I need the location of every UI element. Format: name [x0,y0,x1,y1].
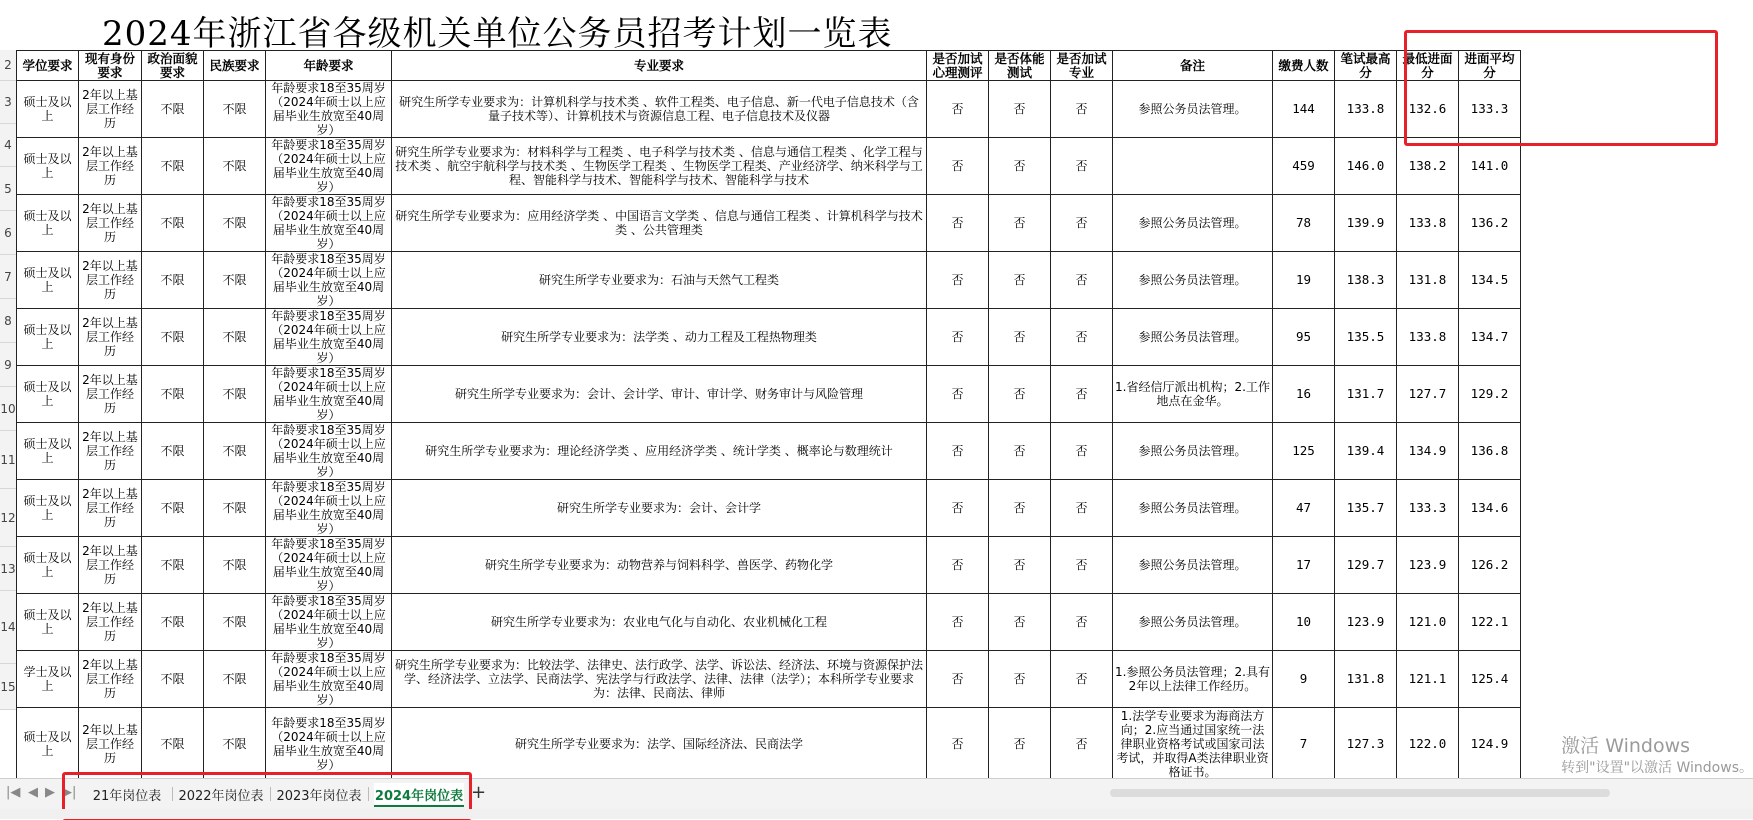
row-number[interactable]: 3 [0,81,16,124]
column-header[interactable]: 现有身份要求 [79,51,142,81]
cell-political[interactable]: 不限 [142,651,204,708]
cell-identity[interactable]: 2年以上基层工作经历 [79,708,142,779]
cell-age[interactable]: 年龄要求18至35周岁（2024年硕士以上应届毕业生放宽至40周岁） [266,138,392,195]
cell-age[interactable]: 年龄要求18至35周岁（2024年硕士以上应届毕业生放宽至40周岁） [266,594,392,651]
cell-degree[interactable]: 硕士及以上 [17,423,79,480]
cell-degree[interactable]: 硕士及以上 [17,195,79,252]
table-row[interactable] [17,81,1521,138]
cell-identity[interactable]: 2年以上基层工作经历 [79,651,142,708]
cell-applicants[interactable]: 10 [1273,594,1335,651]
cell-extra[interactable]: 否 [1051,252,1113,309]
cell-extra[interactable]: 否 [1051,423,1113,480]
cell-max[interactable]: 146.0 [1335,138,1397,195]
cell-applicants[interactable]: 9 [1273,651,1335,708]
tab-separator [270,787,271,801]
sheet-title: 2024年浙江省各级机关单位公务员招考计划一览表 [102,14,893,54]
cell-avg[interactable]: 125.4 [1459,651,1521,708]
cell-age[interactable]: 年龄要求18至35周岁（2024年硕士以上应届毕业生放宽至40周岁） [266,537,392,594]
cell-psych[interactable]: 否 [927,537,989,594]
horizontal-scrollbar[interactable] [1110,789,1610,797]
cell-age[interactable]: 年龄要求18至35周岁（2024年硕士以上应届毕业生放宽至40周岁） [266,708,392,779]
cell-identity[interactable]: 2年以上基层工作经历 [79,423,142,480]
table-row[interactable] [17,366,1521,423]
column-header[interactable]: 政治面貌要求 [142,51,204,81]
row-number[interactable]: 7 [0,255,16,299]
table-row[interactable] [17,138,1521,195]
cell-age[interactable]: 年龄要求18至35周岁（2024年硕士以上应届毕业生放宽至40周岁） [266,366,392,423]
cell-physical[interactable]: 否 [989,195,1051,252]
cell-note[interactable]: 参照公务员法管理。 [1113,480,1273,537]
cell-applicants[interactable]: 459 [1273,138,1335,195]
cell-note[interactable]: 参照公务员法管理。 [1113,537,1273,594]
cell-max[interactable]: 133.8 [1335,81,1397,138]
table-row[interactable] [17,195,1521,252]
cell-ethnic[interactable]: 不限 [204,195,266,252]
cell-psych[interactable]: 否 [927,708,989,779]
cell-major[interactable]: 研究生所学专业要求为：会计、会计学、审计、审计学、财务审计与风险管理 [392,366,927,423]
cell-identity[interactable]: 2年以上基层工作经历 [79,594,142,651]
add-sheet-button[interactable]: + [471,782,487,803]
cell-major[interactable]: 研究生所学专业要求为：比较法学、法律史、法行政学、法学、诉讼法、经济法、环境与资源保护法学、经济法学、立法学、民商法学、宪法学与行政法学、法律、法律（法学）；本科所学专业要求为：法律、民商法、律师 [392,651,927,708]
column-header[interactable]: 是否体能测试 [989,51,1051,81]
column-header[interactable]: 年龄要求 [266,51,392,81]
cell-min[interactable]: 121.0 [1397,594,1459,651]
cell-psych[interactable]: 否 [927,594,989,651]
cell-degree[interactable]: 硕士及以上 [17,138,79,195]
cell-min[interactable]: 133.8 [1397,309,1459,366]
cell-min[interactable]: 133.3 [1397,480,1459,537]
cell-extra[interactable]: 否 [1051,480,1113,537]
cell-degree[interactable]: 学士及以上 [17,651,79,708]
cell-extra[interactable]: 否 [1051,138,1113,195]
cell-extra[interactable]: 否 [1051,594,1113,651]
row-number[interactable]: 2 [0,50,16,81]
cell-physical[interactable]: 否 [989,480,1051,537]
column-header[interactable]: 笔试最高分 [1335,51,1397,81]
cell-min[interactable]: 138.2 [1397,138,1459,195]
cell-identity[interactable]: 2年以上基层工作经历 [79,252,142,309]
row-number[interactable]: 14 [0,591,16,664]
cell-identity[interactable]: 2年以上基层工作经历 [79,480,142,537]
cell-identity[interactable]: 2年以上基层工作经历 [79,537,142,594]
cell-age[interactable]: 年龄要求18至35周岁（2024年硕士以上应届毕业生放宽至40周岁） [266,252,392,309]
cell-political[interactable]: 不限 [142,423,204,480]
cell-extra[interactable]: 否 [1051,81,1113,138]
column-header[interactable]: 民族要求 [204,51,266,81]
cell-political[interactable]: 不限 [142,81,204,138]
cell-ethnic[interactable]: 不限 [204,252,266,309]
cell-avg[interactable]: 136.2 [1459,195,1521,252]
cell-degree[interactable]: 硕士及以上 [17,252,79,309]
row-number[interactable]: 15 [0,664,16,710]
cell-age[interactable]: 年龄要求18至35周岁（2024年硕士以上应届毕业生放宽至40周岁） [266,423,392,480]
cell-political[interactable]: 不限 [142,138,204,195]
cell-degree[interactable]: 硕士及以上 [17,480,79,537]
cell-note[interactable]: 1.省经信厅派出机构；2.工作地点在金华。 [1113,366,1273,423]
cell-degree[interactable]: 硕士及以上 [17,81,79,138]
cell-major[interactable]: 研究生所学专业要求为：会计、会计学 [392,480,927,537]
cell-ethnic[interactable]: 不限 [204,537,266,594]
column-header[interactable]: 进面平均分 [1459,51,1521,81]
cell-political[interactable]: 不限 [142,366,204,423]
cell-applicants[interactable]: 78 [1273,195,1335,252]
cell-political[interactable]: 不限 [142,480,204,537]
cell-political[interactable]: 不限 [142,708,204,779]
cell-extra[interactable]: 否 [1051,195,1113,252]
cell-age[interactable]: 年龄要求18至35周岁（2024年硕士以上应届毕业生放宽至40周岁） [266,195,392,252]
cell-age[interactable]: 年龄要求18至35周岁（2024年硕士以上应届毕业生放宽至40周岁） [266,480,392,537]
cell-degree[interactable]: 硕士及以上 [17,366,79,423]
cell-max[interactable]: 127.3 [1335,708,1397,779]
row-number[interactable]: 10 [0,387,16,431]
cell-major[interactable]: 研究生所学专业要求为：石油与天然气工程类 [392,252,927,309]
tab-separator [172,787,173,801]
cell-age[interactable]: 年龄要求18至35周岁（2024年硕士以上应届毕业生放宽至40周岁） [266,81,392,138]
cell-applicants[interactable]: 16 [1273,366,1335,423]
next-sheet-button[interactable]: ▶ [45,785,55,800]
row-number[interactable]: 13 [0,547,16,591]
cell-major[interactable]: 研究生所学专业要求为：法学类 、动力工程及工程热物理类 [392,309,927,366]
cell-age[interactable]: 年龄要求18至35周岁（2024年硕士以上应届毕业生放宽至40周岁） [266,651,392,708]
cell-identity[interactable]: 2年以上基层工作经历 [79,81,142,138]
cell-physical[interactable]: 否 [989,708,1051,779]
data-table[interactable] [16,50,1521,778]
cell-applicants[interactable]: 7 [1273,708,1335,779]
cell-avg[interactable]: 134.5 [1459,252,1521,309]
status-bar [0,809,1753,819]
cell-min[interactable]: 121.1 [1397,651,1459,708]
cell-ethnic[interactable]: 不限 [204,708,266,779]
header-row [17,51,1521,81]
column-header[interactable]: 备注 [1113,51,1273,81]
cell-note[interactable]: 参照公务员法管理。 [1113,195,1273,252]
cell-max[interactable]: 135.5 [1335,309,1397,366]
cell-ethnic[interactable]: 不限 [204,423,266,480]
tab-2024[interactable]: 2024年岗位表 [374,783,464,807]
cell-physical[interactable]: 否 [989,366,1051,423]
column-header[interactable]: 缴费人数 [1273,51,1335,81]
cell-age[interactable]: 年龄要求18至35周岁（2024年硕士以上应届毕业生放宽至40周岁） [266,309,392,366]
cell-avg[interactable]: 122.1 [1459,594,1521,651]
cell-psych[interactable]: 否 [927,651,989,708]
cell-ethnic[interactable]: 不限 [204,366,266,423]
cell-max[interactable]: 139.9 [1335,195,1397,252]
cell-max[interactable]: 129.7 [1335,537,1397,594]
cell-avg[interactable]: 129.2 [1459,366,1521,423]
table-row[interactable] [17,594,1521,651]
cell-applicants[interactable]: 125 [1273,423,1335,480]
cell-identity[interactable]: 2年以上基层工作经历 [79,138,142,195]
cell-applicants[interactable]: 19 [1273,252,1335,309]
cell-physical[interactable]: 否 [989,423,1051,480]
cell-physical[interactable]: 否 [989,138,1051,195]
cell-min[interactable]: 131.8 [1397,252,1459,309]
cell-psych[interactable]: 否 [927,309,989,366]
cell-physical[interactable]: 否 [989,81,1051,138]
cell-psych[interactable]: 否 [927,138,989,195]
table-row[interactable] [17,708,1521,779]
row-number[interactable]: 9 [0,343,16,387]
watermark-line1: 激活 Windows [1561,735,1691,757]
cell-identity[interactable]: 2年以上基层工作经历 [79,195,142,252]
cell-avg[interactable]: 141.0 [1459,138,1521,195]
cell-physical[interactable]: 否 [989,537,1051,594]
cell-major[interactable]: 研究生所学专业要求为：理论经济学类 、应用经济学类 、统计学类 、概率论与数理统计 [392,423,927,480]
cell-degree[interactable]: 硕士及以上 [17,537,79,594]
cell-note[interactable]: 参照公务员法管理。 [1113,309,1273,366]
cell-political[interactable]: 不限 [142,594,204,651]
cell-avg[interactable]: 134.6 [1459,480,1521,537]
tab-2023[interactable]: 2023年岗位表 [276,788,362,804]
cell-extra[interactable]: 否 [1051,651,1113,708]
cell-physical[interactable]: 否 [989,651,1051,708]
cell-extra[interactable]: 否 [1051,708,1113,779]
column-header[interactable]: 最低进面分 [1397,51,1459,81]
cell-extra[interactable]: 否 [1051,309,1113,366]
cell-avg[interactable]: 134.7 [1459,309,1521,366]
cell-degree[interactable]: 硕士及以上 [17,708,79,779]
cell-min[interactable]: 132.6 [1397,81,1459,138]
cell-min[interactable]: 133.8 [1397,195,1459,252]
last-sheet-button[interactable]: ▶| [62,785,77,800]
cell-avg[interactable]: 133.3 [1459,81,1521,138]
row-number[interactable]: 11 [0,431,16,489]
table-row[interactable] [17,252,1521,309]
cell-extra[interactable]: 否 [1051,537,1113,594]
cell-avg[interactable]: 124.9 [1459,708,1521,779]
cell-ethnic[interactable]: 不限 [204,81,266,138]
row-number[interactable]: 5 [0,167,16,211]
cell-min[interactable]: 122.0 [1397,708,1459,779]
table-row[interactable] [17,651,1521,708]
cell-psych[interactable]: 否 [927,81,989,138]
row-number[interactable]: 12 [0,489,16,547]
cell-major[interactable]: 研究生所学专业要求为：动物营养与饲料科学、兽医学、药物化学 [392,537,927,594]
cell-identity[interactable]: 2年以上基层工作经历 [79,309,142,366]
cell-max[interactable]: 131.8 [1335,651,1397,708]
cell-ethnic[interactable]: 不限 [204,594,266,651]
column-header[interactable]: 是否加试心理测评 [927,51,989,81]
column-header[interactable]: 专业要求 [392,51,927,81]
cell-degree[interactable]: 硕士及以上 [17,309,79,366]
cell-applicants[interactable]: 95 [1273,309,1335,366]
cell-avg[interactable]: 126.2 [1459,537,1521,594]
cell-note[interactable]: 参照公务员法管理。 [1113,423,1273,480]
cell-min[interactable]: 123.9 [1397,537,1459,594]
cell-major[interactable]: 研究生所学专业要求为：材料科学与工程类 、电子科学与技术类 、信息与通信工程类 、化学工程与技术类 、航空宇航科学与技术类 、生物医学工程类 、生物医学工程类、产业经济学、纳米科学与工程、智能科学与技术、智能科学与技术、智能科学与技术 [392,138,927,195]
cell-physical[interactable]: 否 [989,594,1051,651]
table-row[interactable] [17,537,1521,594]
title-row [16,0,1426,54]
cell-max[interactable]: 135.7 [1335,480,1397,537]
cell-major[interactable]: 研究生所学专业要求为：法学、国际经济法、民商法学 [392,708,927,779]
table-row[interactable] [17,309,1521,366]
tab-21[interactable]: 21年岗位表 [92,788,162,804]
cell-max[interactable]: 138.3 [1335,252,1397,309]
cell-ethnic[interactable]: 不限 [204,651,266,708]
cell-note[interactable]: 参照公务员法管理。 [1113,81,1273,138]
cell-min[interactable]: 134.9 [1397,423,1459,480]
cell-extra[interactable]: 否 [1051,366,1113,423]
cell-psych[interactable]: 否 [927,195,989,252]
cell-applicants[interactable]: 47 [1273,480,1335,537]
column-header[interactable]: 是否加试专业 [1051,51,1113,81]
cell-major[interactable]: 研究生所学专业要求为：农业电气化与自动化、农业机械化工程 [392,594,927,651]
tab-separator [368,787,369,801]
cell-physical[interactable]: 否 [989,309,1051,366]
watermark-line2: 转到"设置"以激活 Windows。 [1561,760,1753,776]
cell-identity[interactable]: 2年以上基层工作经历 [79,366,142,423]
cell-political[interactable]: 不限 [142,309,204,366]
cell-ethnic[interactable]: 不限 [204,480,266,537]
row-number[interactable]: 8 [0,299,16,343]
table-row[interactable] [17,423,1521,480]
sheet-tab-bar [0,778,1753,810]
row-number[interactable]: 6 [0,211,16,255]
cell-min[interactable]: 127.7 [1397,366,1459,423]
cell-max[interactable]: 123.9 [1335,594,1397,651]
prev-sheet-button[interactable]: ◀ [28,785,38,800]
column-header[interactable]: 学位要求 [17,51,79,81]
cell-note[interactable]: 1.法学专业要求为海商法方向；2.应当通过国家统一法律职业资格考试或国家司法考试，并取得A类法律职业资格证书。 [1113,708,1273,779]
first-sheet-button[interactable]: |◀ [6,785,21,800]
cell-note[interactable] [1113,138,1273,195]
cell-major[interactable]: 研究生所学专业要求为：计算机科学与技术类 、软件工程类、电子信息、新一代电子信息技术（含量子技术等）、计算机技术与资源信息工程、电子信息技术及仪器 [392,81,927,138]
cell-psych[interactable]: 否 [927,252,989,309]
cell-note[interactable]: 参照公务员法管理。 [1113,594,1273,651]
cell-max[interactable]: 131.7 [1335,366,1397,423]
cell-max[interactable]: 139.4 [1335,423,1397,480]
cell-major[interactable]: 研究生所学专业要求为：应用经济学类 、中国语言文学类 、信息与通信工程类 、计算机科学与技术类 、公共管理类 [392,195,927,252]
activation-watermark [1561,735,1753,778]
cell-note[interactable]: 1.参照公务员法管理；2.具有2年以上法律工作经历。 [1113,651,1273,708]
cell-avg[interactable]: 136.8 [1459,423,1521,480]
cell-applicants[interactable]: 144 [1273,81,1335,138]
cell-applicants[interactable]: 17 [1273,537,1335,594]
tab-2022[interactable]: 2022年岗位表 [178,788,264,804]
cell-physical[interactable]: 否 [989,252,1051,309]
cell-political[interactable]: 不限 [142,252,204,309]
cell-psych[interactable]: 否 [927,423,989,480]
table-row[interactable] [17,480,1521,537]
cell-political[interactable]: 不限 [142,537,204,594]
row-number[interactable]: 4 [0,124,16,167]
cell-ethnic[interactable]: 不限 [204,138,266,195]
cell-psych[interactable]: 否 [927,366,989,423]
cell-ethnic[interactable]: 不限 [204,309,266,366]
cell-political[interactable]: 不限 [142,195,204,252]
cell-degree[interactable]: 硕士及以上 [17,594,79,651]
cell-psych[interactable]: 否 [927,480,989,537]
cell-note[interactable]: 参照公务员法管理。 [1113,252,1273,309]
